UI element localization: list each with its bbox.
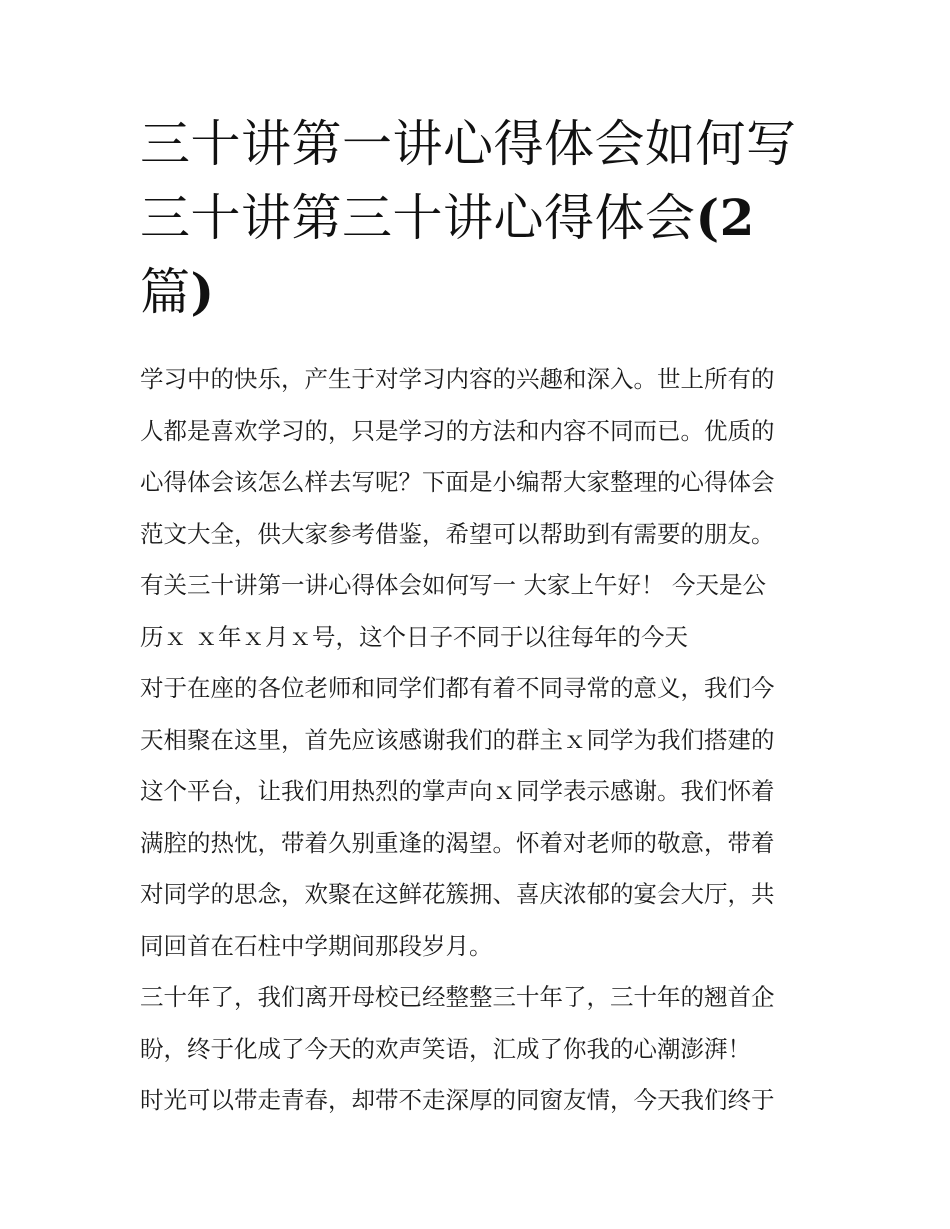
title-line-3: 篇) [140,262,215,321]
body-line: 有关三十讲第一讲心得体会如何写一 大家上午好！ 今天是公 [140,571,766,599]
body-line: 历ｘ ｘ年ｘ月ｘ号，这个日子不同于以往每年的今天 [140,622,688,651]
title-line-2: 三十讲第三十讲心得体会(2 [140,188,755,247]
document-body [140,354,820,1127]
document-title [140,108,840,329]
body-line: 对同学的思念，欢聚在这鲜花簇拥、喜庆浓郁的宴会大厅，共 [140,880,775,908]
body-line: 盼，终于化成了今天的欢声笑语，汇成了你我的心潮澎湃！ [140,1034,751,1063]
body-line: 学习中的快乐，产生于对学习内容的兴趣和深入。世上所有的 [140,365,775,393]
body-line: 时光可以带走青春，却带不走深厚的同窗友情，今天我们终于 [140,1086,775,1114]
body-line: 天相聚在这里，首先应该感谢我们的群主ｘ同学为我们搭建的 [140,725,775,754]
body-line: 心得体会该怎么样去写呢？下面是小编帮大家整理的心得体会 [140,468,775,496]
body-line: 人都是喜欢学习的，只是学习的方法和内容不同而已。优质的 [140,416,775,445]
title-line-1: 三十讲第一讲心得体会如何写 [140,115,797,173]
body-line: 满腔的热忱，带着久别重逢的渴望。怀着对老师的敬意，带着 [140,828,775,857]
body-line: 这个平台，让我们用热烈的掌声向ｘ同学表示感谢。我们怀着 [140,777,775,805]
body-line: 同回首在石柱中学期间那段岁月。 [140,931,493,960]
body-line: 对于在座的各位老师和同学们都有着不同寻常的意义，我们今 [140,674,775,702]
body-line: 范文大全，供大家参考借鉴，希望可以帮助到有需要的朋友。 [140,519,775,548]
body-line: 三十年了，我们离开母校已经整整三十年了，三十年的翘首企 [140,983,775,1011]
